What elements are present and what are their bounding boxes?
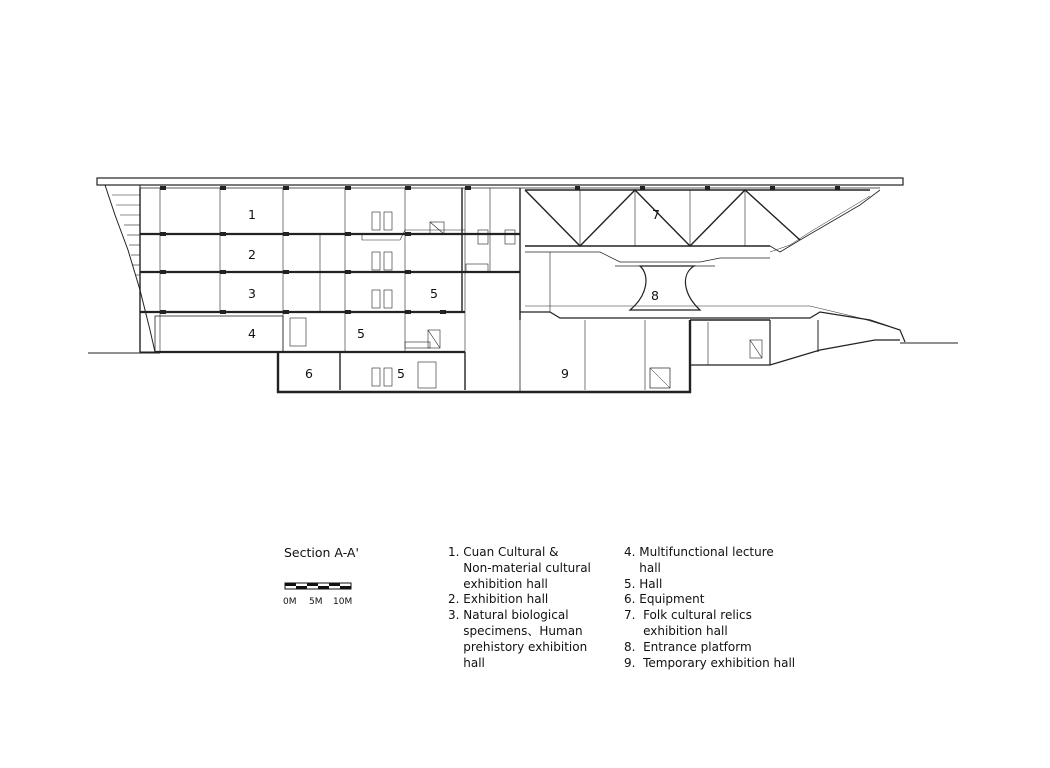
legend-item-number: 9. <box>624 655 644 670</box>
zone-label-7: 7 <box>652 207 660 222</box>
left-facade-steps <box>112 195 140 275</box>
floor-slabs <box>140 234 520 352</box>
zone-label-5-upper: 5 <box>430 286 438 301</box>
legend-item-8 <box>624 640 824 656</box>
zone-label-8: 8 <box>651 288 659 303</box>
legend-column-2 <box>624 545 824 671</box>
legend-item-3 <box>448 608 618 671</box>
zone-label-4: 4 <box>248 326 256 341</box>
legend-item-6 <box>624 592 824 608</box>
canopy-underside <box>525 252 770 262</box>
legend-item-9 <box>624 656 824 672</box>
scale-label-5m: 5M <box>309 597 323 607</box>
legend-item-number: 4. <box>624 545 640 559</box>
legend-item-1 <box>448 545 618 592</box>
legend-item-number: 8. <box>624 639 644 654</box>
legend-item-line: hall <box>639 560 661 575</box>
legend-item-line: Temporary exhibition hall <box>643 655 796 670</box>
zone-label-5-middle: 5 <box>357 326 365 341</box>
legend-item-line: prehistory exhibition <box>463 639 588 654</box>
legend-item-line: Equipment <box>639 592 705 607</box>
column-grid <box>160 188 490 390</box>
zone-label-1: 1 <box>248 207 256 222</box>
legend-item-number: 1. <box>448 545 464 559</box>
legend-item-number: 7. <box>624 608 644 623</box>
zone-label-5-lower: 5 <box>397 366 405 381</box>
roof-truss <box>525 190 880 252</box>
scale-bar <box>284 580 356 594</box>
legend-item-line: exhibition hall <box>643 623 728 638</box>
scale-label-0m: 0M <box>283 597 297 607</box>
legend-item-line: Multifunctional lecture <box>639 545 774 559</box>
legend-item-line: Folk cultural relics <box>643 608 752 623</box>
basement <box>278 320 690 392</box>
stair-left <box>290 318 306 346</box>
legend-item-line: specimens、Human <box>463 623 583 638</box>
slab-beams <box>160 186 840 314</box>
entrance-platform <box>520 306 905 365</box>
legend-item-number: 6. <box>624 592 640 607</box>
legend-item-line: Natural biological <box>463 608 569 623</box>
roof-slab <box>97 178 903 185</box>
legend-item-line: Non-material cultural <box>463 560 591 575</box>
legend-item-line: Hall <box>639 576 663 591</box>
legend-item-2 <box>448 592 618 608</box>
scale-label-10m: 10M <box>333 597 353 607</box>
legend-item-line: exhibition hall <box>463 576 548 591</box>
legend-item-7 <box>624 608 824 640</box>
section-title: Section A-A' <box>284 545 359 560</box>
legend-item-4 <box>624 545 824 577</box>
zone-label-6: 6 <box>305 366 313 381</box>
legend-item-line: Entrance platform <box>643 639 752 654</box>
legend-item-number: 5. <box>624 576 640 591</box>
zone-label-2: 2 <box>248 247 256 262</box>
legend-item-line: Cuan Cultural & <box>463 545 559 559</box>
legend-item-line: hall <box>463 655 485 670</box>
left-facade <box>105 185 155 352</box>
legend-item-5 <box>624 577 824 593</box>
left-block-walls <box>140 188 520 352</box>
legend-column-1 <box>448 545 618 671</box>
lecture-hall-box <box>155 316 283 352</box>
zone-label-3: 3 <box>248 286 256 301</box>
funnel-column <box>630 266 700 310</box>
legend-item-line: Exhibition hall <box>463 592 549 607</box>
zone-label-9: 9 <box>561 366 569 381</box>
legend-item-number: 2. <box>448 592 464 607</box>
legend-item-number: 3. <box>448 608 464 623</box>
